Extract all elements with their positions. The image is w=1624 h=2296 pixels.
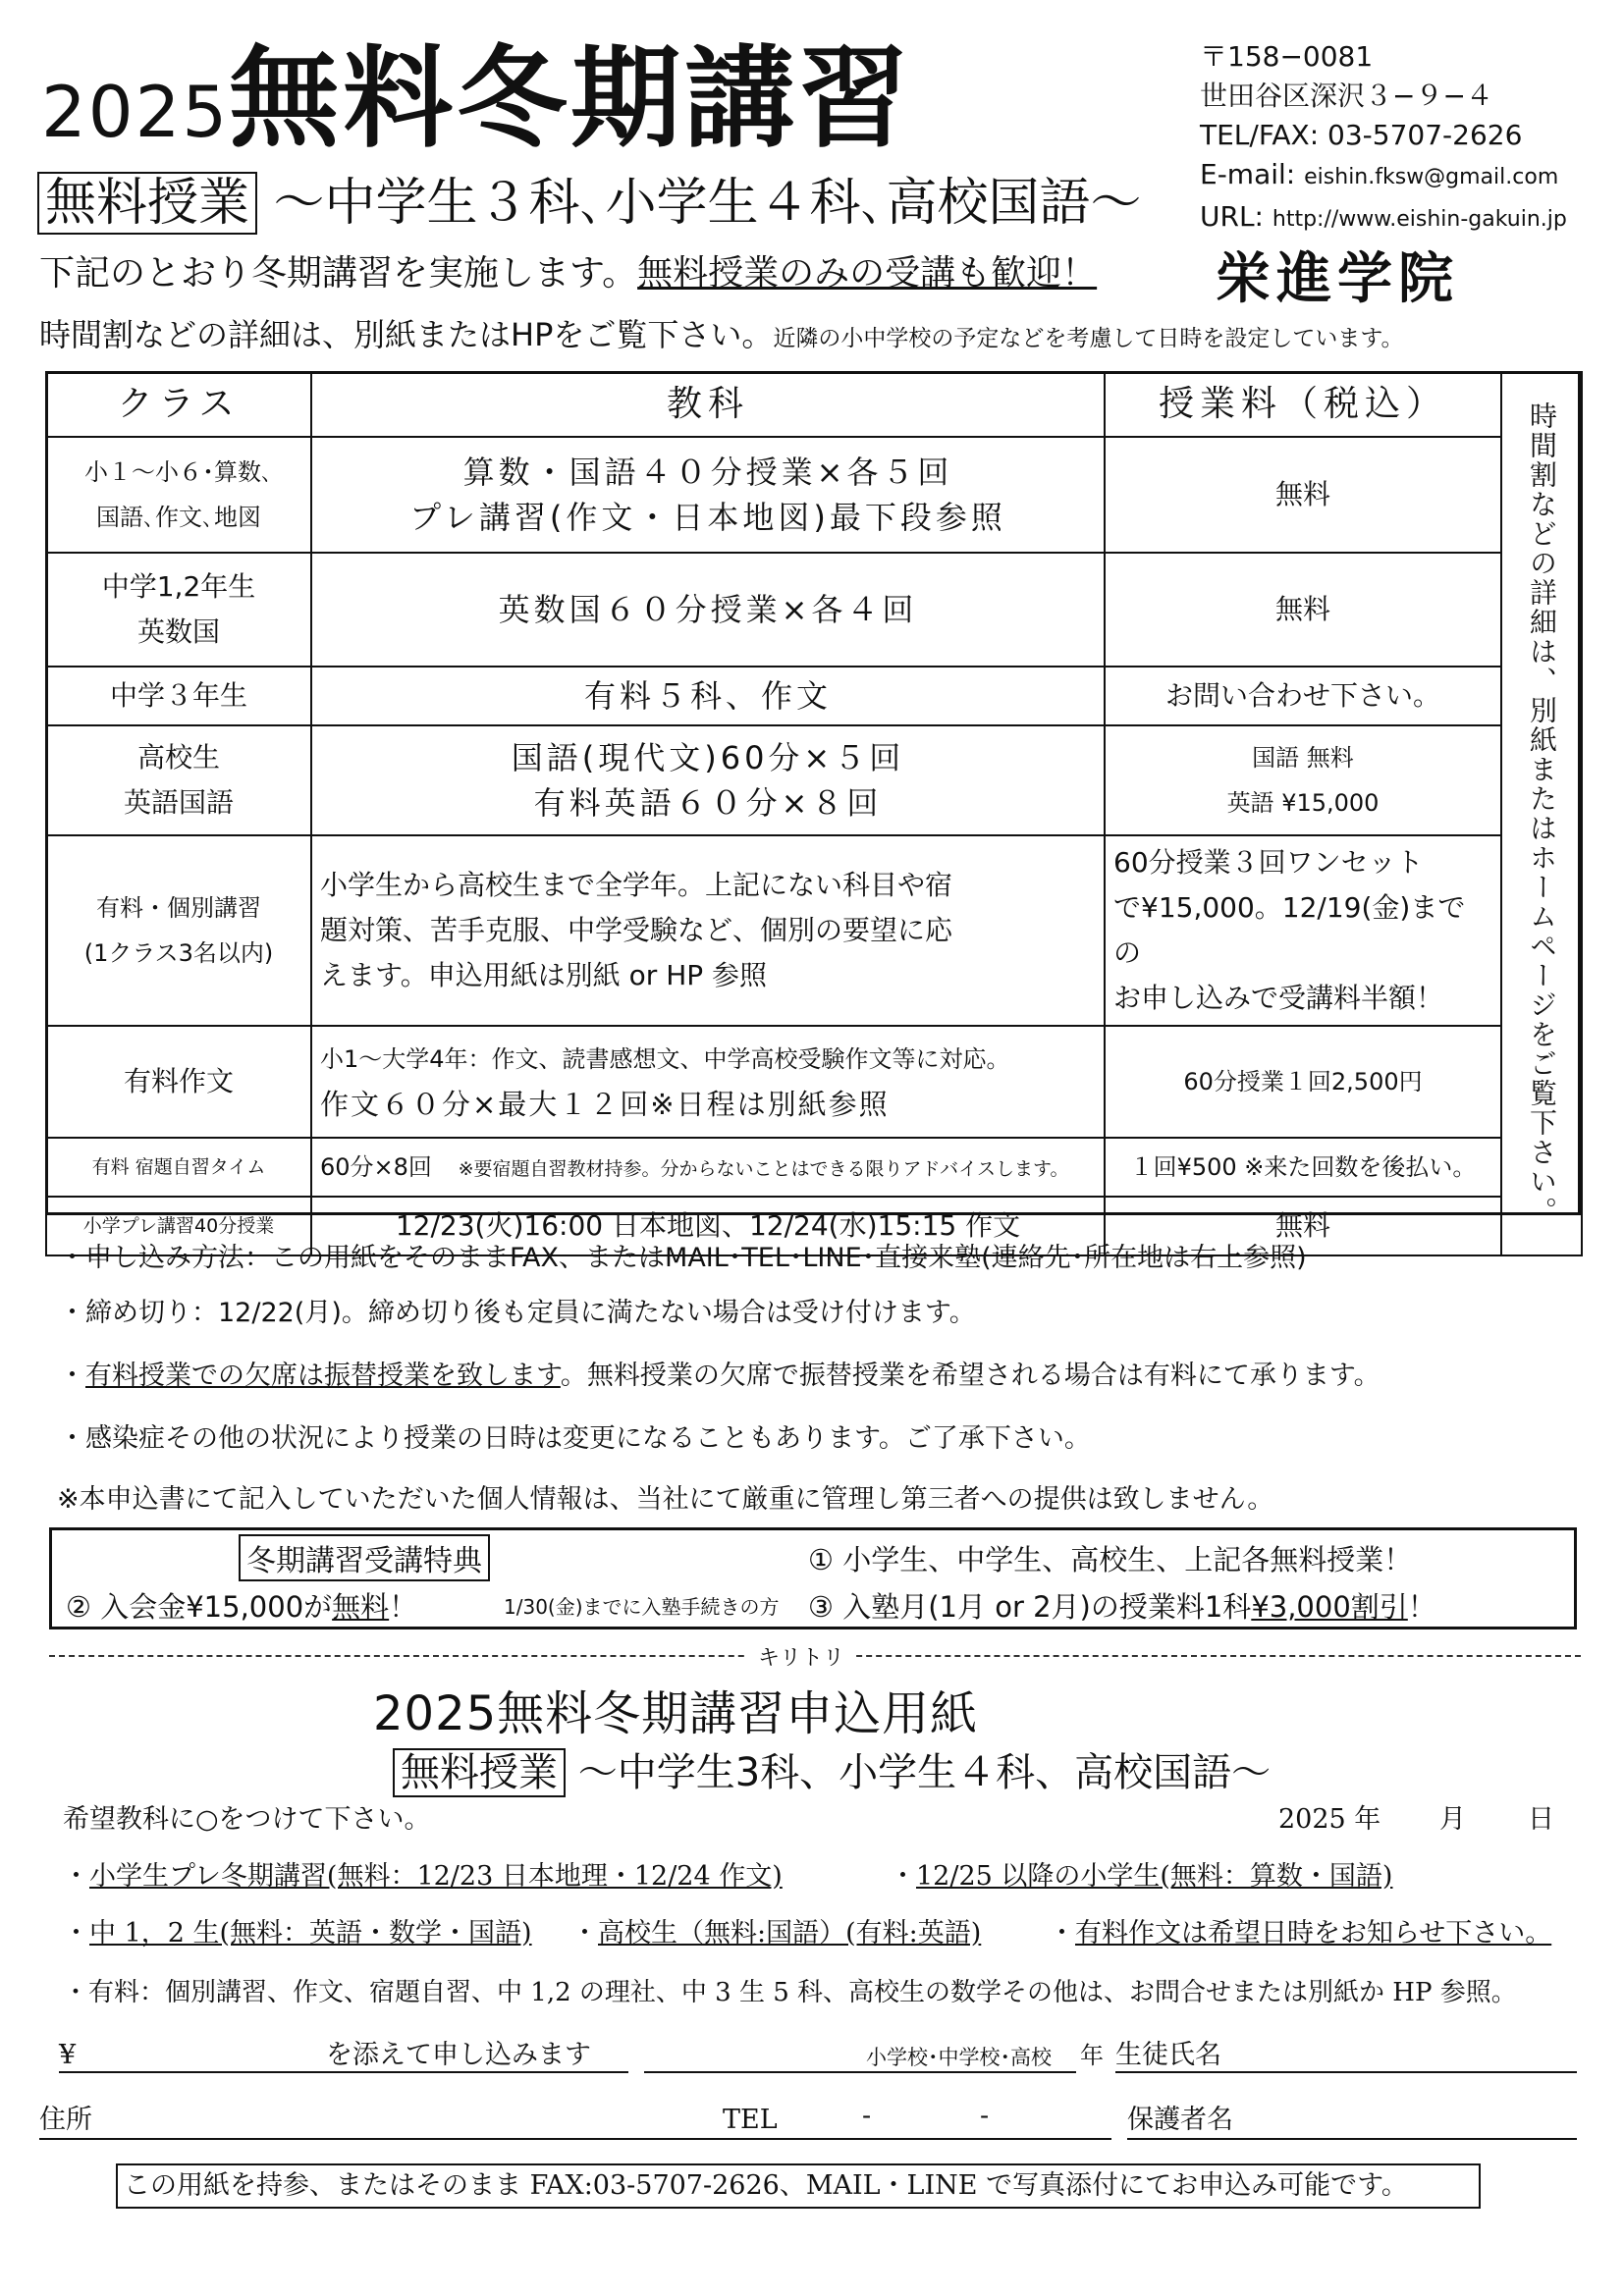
form-subtitle <box>393 1745 1271 1800</box>
tel-field[interactable] <box>723 2138 1111 2140</box>
fee-cell: 無料 <box>1105 437 1501 553</box>
benefit-3: ③ 入塾月(1月 or 2月)の授業料1科¥3,000割引！ <box>808 1590 1436 1624</box>
fee-cell: １回¥500 ※来た回数を後払い。 <box>1105 1138 1501 1197</box>
guardian-label: 保護者名 <box>1127 2105 1233 2135</box>
intro-line-2 <box>39 310 1404 363</box>
subject-cell: 60分×8回 ※要宿題自習教材持参。分からないことはできる限りアドバイスします。 <box>311 1138 1105 1197</box>
subtitle <box>37 169 1142 238</box>
side-note: 時間割などの詳細は、別紙またはホームページをご覧下さい。 <box>1501 372 1582 1255</box>
attach-text: を添えて申し込みます <box>326 2040 591 2070</box>
note-makeup-class: ・有料授業での欠席は振替授業を致します。無料授業の欠席で振替授業を希望される場合は有料にて承ります。 <box>59 1361 1380 1391</box>
contact-block <box>1200 37 1567 240</box>
form-badge: 無料授業 <box>393 1748 566 1797</box>
tel-dash-1: - <box>862 2101 872 2131</box>
student-name-field[interactable] <box>1115 2071 1577 2073</box>
intro-line-1b: 無料授業のみの受講も歓迎！ <box>637 253 1098 294</box>
header-fee: 授業料（税込） <box>1105 372 1501 437</box>
school-kinds: 小学校･中学校･高校 <box>866 2046 1052 2069</box>
email-line <box>1200 155 1567 197</box>
class-cell: 中学３年生 <box>46 667 311 725</box>
fee-cell: 無料 <box>1105 553 1501 667</box>
subject-cell: 有料５科、作文 <box>311 667 1105 725</box>
form-title: 2025無料冬期講習申込用紙 <box>373 1686 979 1741</box>
cut-label: キリトリ <box>746 1641 856 1672</box>
date-month: 月 <box>1439 1804 1466 1835</box>
intro-line-2-text: 時間割などの詳細は、別紙またはHPをご覧下さい。 <box>39 316 774 353</box>
address-label: 住所 <box>39 2105 92 2135</box>
grade-label: 年 <box>1080 2042 1104 2069</box>
form-instruction: 希望教科に○をつけて下さい。 <box>63 1804 431 1835</box>
fee-yen: ¥ <box>59 2040 77 2070</box>
option-essay[interactable]: ・有料作文は希望日時をお知らせ下さい。 <box>1049 1918 1552 1949</box>
option-elem-pre[interactable]: ・小学生プレ冬期講習(無料：12/23 日本地理・12/24 作文) <box>63 1861 783 1892</box>
subject-cell: 算数・国語４０分授業×各５回 プレ講習(作文・日本地図)最下段参照 <box>311 437 1105 553</box>
fee-cell: 60分授業３回ワンセット で¥15,000。12/19(金)までの お申し込みで受講料半額！ <box>1105 835 1501 1026</box>
table-row <box>46 667 1582 725</box>
email-label: E-mail: <box>1200 158 1296 190</box>
intro-line-1a: 下記のとおり冬期講習を実施します。 <box>39 253 638 294</box>
fee-cell: 60分授業１回2,500円 <box>1105 1026 1501 1138</box>
guardian-name-field[interactable] <box>1127 2138 1577 2140</box>
free-class-badge: 無料授業 <box>37 172 257 235</box>
table-row <box>46 725 1582 835</box>
note-application-method: ・申し込み方法：この用紙をそのままFAX、またはMAIL･TEL･LINE･直接来塾(連絡先･所在地は右上参照) <box>59 1243 1307 1273</box>
benefit-2-condition: 1/30(金)までに入塾手続きの方 <box>504 1595 780 1619</box>
note-privacy: ※本申込書にて記入していただいた個人情報は、当社にて厳重に管理し第三者への提供は致しません。 <box>57 1484 1274 1515</box>
table-row <box>46 1138 1582 1197</box>
form-subtitle-text: ～中学生3科、小学生４科、高校国語～ <box>577 1750 1272 1795</box>
tel-dash-2: - <box>980 2101 990 2131</box>
page-title <box>41 35 912 176</box>
table-row <box>46 553 1582 667</box>
url-line <box>1200 197 1567 240</box>
email[interactable]: eishin.fksw@gmail.com <box>1304 165 1559 189</box>
class-cell: 高校生 英語国語 <box>46 725 311 835</box>
address: 世田谷区深沢３−９−４ <box>1200 80 1493 112</box>
subject-cell: 国語(現代文)60分×５回 有料英語６０分×８回 <box>311 725 1105 835</box>
bottom-note: この用紙を持参、またはそのまま FAX:03-5707-2626、MAIL・LINE で写真添付にてお申込み可能です。 <box>124 2170 1408 2201</box>
postal-code: 〒158−0081 <box>1200 40 1374 73</box>
option-jh12[interactable]: ・中 1，2 生(無料：英語・数学・国語) <box>63 1918 532 1949</box>
benefit-1: ① 小学生、中学生、高校生、上記各無料授業！ <box>808 1543 1413 1576</box>
url-link[interactable]: http://www.eishin-gakuin.jp <box>1272 207 1567 232</box>
fee-cell: お問い合わせ下さい。 <box>1105 667 1501 725</box>
fee-cell: 無料 <box>1105 1197 1501 1255</box>
table-row <box>46 1026 1582 1138</box>
class-cell: 有料・個別講習 (1クラス3名以内) <box>46 835 311 1026</box>
option-elem-after[interactable]: ・12/25 以降の小学生(無料：算数・国語) <box>890 1861 1393 1892</box>
option-high[interactable]: ・高校生（無料:国語）(有料:英語) <box>571 1918 982 1949</box>
date-year: 2025 年 <box>1278 1804 1381 1835</box>
subject-cell: 英数国６０分授業×各４回 <box>311 553 1105 667</box>
tel-label: TEL <box>723 2105 778 2135</box>
address-field[interactable] <box>39 2138 723 2140</box>
student-name-label: 生徒氏名 <box>1115 2040 1221 2070</box>
table-header-row <box>46 372 1582 437</box>
class-cell: 小１～小６･算数､ 国語､作文､地図 <box>46 437 311 553</box>
subject-cell: 小1～大学4年：作文、読書感想文、中学高校受験作文等に対応。 作文６０分×最大１２回※日程は別紙参照 <box>311 1026 1105 1138</box>
benefit-2: ② 入会金¥15,000が無料！ <box>66 1590 418 1624</box>
title-year: 2025 <box>41 71 230 153</box>
class-cell: 有料作文 <box>46 1026 311 1138</box>
note-schedule-change: ・感染症その他の状況により授業の日時は変更になることもあります。ご了承下さい。 <box>59 1423 1091 1454</box>
subtitle-text: ～中学生３科､小学生４科､高校国語～ <box>273 174 1142 233</box>
fee-cell: 国語 無料 英語 ¥15,000 <box>1105 725 1501 835</box>
course-table <box>45 371 1583 1256</box>
header-subject: 教科 <box>311 372 1105 437</box>
class-cell: 有料 宿題自習タイム <box>46 1138 311 1197</box>
benefits-title: 冬期講習受講特典 <box>239 1534 490 1581</box>
subject-cell: 小学生から高校生まで全学年。上記にない科目や宿 題対策、苦手克服、中学受験など、個別の要望に応 えます。申込用紙は別紙 or HP 参照 <box>311 835 1105 1026</box>
class-cell: 小学プレ講習40分授業 <box>46 1197 311 1255</box>
date-day: 日 <box>1528 1804 1554 1835</box>
header-class: クラス <box>46 372 311 437</box>
intro-line-2-small: 近隣の小中学校の予定などを考慮して日時を設定しています。 <box>773 326 1404 351</box>
table-row <box>46 437 1582 553</box>
table-row <box>46 835 1582 1026</box>
tel-fax: TEL/FAX: 03-5707-2626 <box>1200 119 1523 151</box>
url-label: URL: <box>1200 200 1264 233</box>
subject-cell: 12/23(火)16:00 日本地図、12/24(水)15:15 作文 <box>311 1197 1105 1255</box>
option-paid[interactable]: ・有料：個別講習、作文、宿題自習、中 1,2 の理社、中 3 生 5 科、高校生の数学その他は、お問合せまたは別紙か HP 参照。 <box>63 1978 1517 2007</box>
intro-line-1 <box>39 247 1097 300</box>
benefits-box <box>49 1527 1577 1629</box>
title-text: 無料冬期講習 <box>229 35 913 163</box>
school-name: 栄進学院 <box>1216 246 1459 311</box>
note-deadline: ・締め切り：12/22(月)。締め切り後も定員に満たない場合は受け付けます。 <box>59 1298 976 1328</box>
class-cell: 中学1,2年生 英数国 <box>46 553 311 667</box>
